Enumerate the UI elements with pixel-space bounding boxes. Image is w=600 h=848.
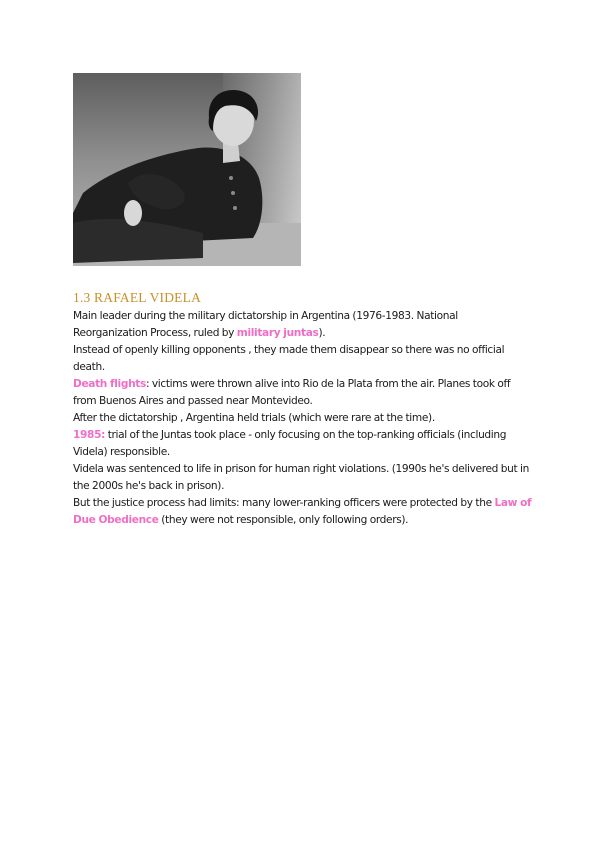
paragraph (73, 427, 533, 461)
paragraph (73, 410, 533, 427)
text: (they were not responsible, only following orders). (158, 514, 409, 526)
text: Main leader during the military dictatorship in Argentina (1976-1983. National Reorganization Process, ruled by (73, 310, 458, 339)
highlight-term: military juntas (236, 327, 319, 339)
highlight-term: 1985: (73, 429, 105, 441)
body-text (73, 308, 533, 529)
paragraph (73, 308, 533, 342)
paragraph (73, 495, 533, 529)
text: ). (318, 327, 326, 339)
paragraph (73, 461, 533, 495)
paragraph (73, 342, 533, 376)
paragraph (73, 376, 533, 410)
highlight-term: Death flights (73, 378, 146, 390)
highlight-term: Law of Due Obedience (73, 497, 532, 526)
text: Instead of openly killing opponents , they made them disappear so there was no official death. (73, 344, 505, 373)
portrait-photo (73, 73, 301, 266)
text: trial of the Juntas took place - only focusing on the top-ranking officials (including Videla) responsible. (73, 429, 507, 458)
text: After the dictatorship , Argentina held trials (which were rare at the time). (73, 412, 435, 424)
text: But the justice process had limits: many lower-ranking officers were protected by the (73, 497, 495, 509)
section-heading: 1.3 RAFAEL VIDELA (73, 290, 202, 305)
text: Videla was sentenced to life in prison for human right violations. (1990s he's delivered but in the 2000s he's back in prison). (73, 463, 529, 492)
text: : victims were thrown alive into Rio de la Plata from the air. Planes took off from Buenos Aires and passed near Montevideo. (73, 378, 511, 407)
